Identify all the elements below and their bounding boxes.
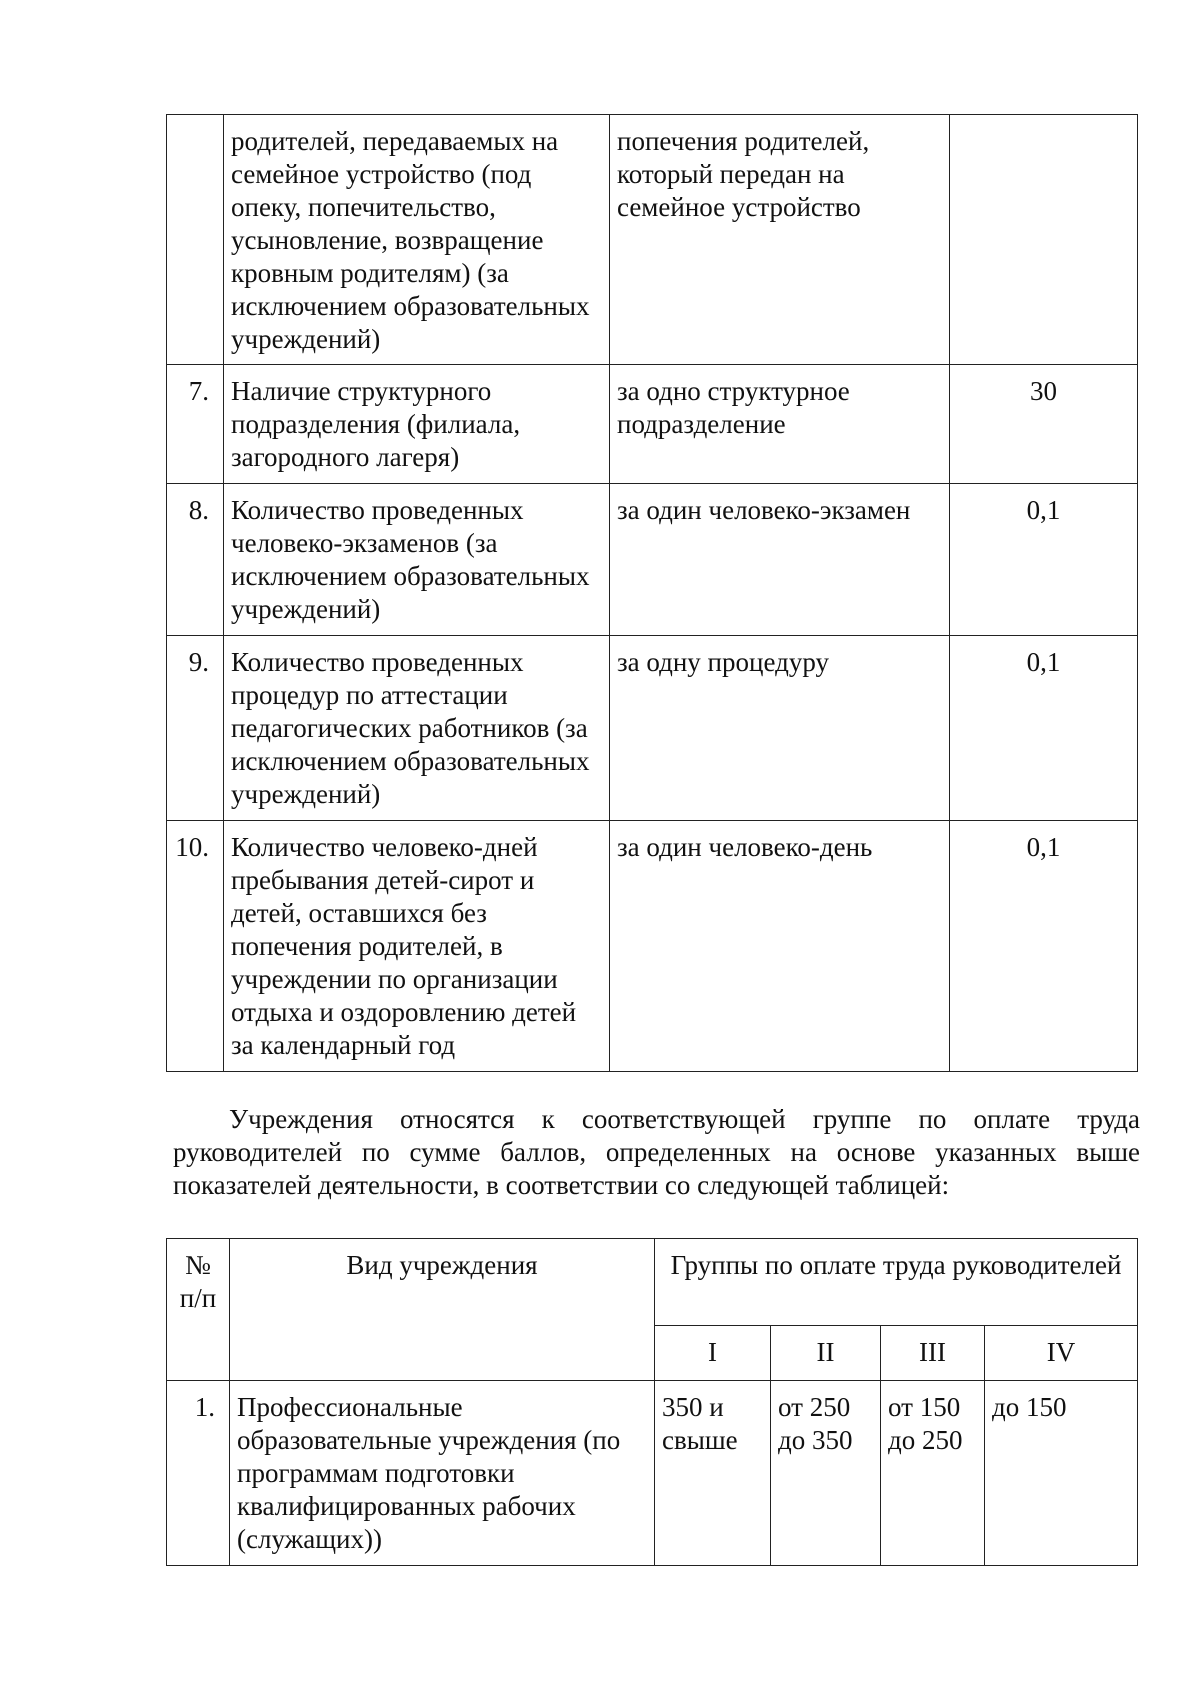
points-cell: 30 <box>950 365 1138 484</box>
row-number: 9. <box>167 636 224 821</box>
indicator-cell: родителей, передаваемых на семейное устройство (под опеку, попечительство, усыновление, возвращение кровным родителям) (за исключением образовательных учреждений) <box>224 115 610 365</box>
header-groups: Группы по оплате труда руководителей <box>655 1239 1138 1326</box>
row-number <box>167 115 224 365</box>
indicators-table <box>166 114 1138 1072</box>
indicator-cell: Количество проведенных процедур по аттестации педагогических работников (за исключением образовательных учреждений) <box>224 636 610 821</box>
points-cell <box>950 115 1138 365</box>
condition-cell: за одну процедуру <box>610 636 950 821</box>
row-number: 1. <box>167 1381 230 1566</box>
condition-cell: попечения родителей, который передан на семейное устройство <box>610 115 950 365</box>
type-cell: Профессиональные образовательные учреждения (по программам подготовки квалифицированных рабочих (служащих)) <box>230 1381 655 1566</box>
group-label: II <box>771 1326 881 1381</box>
condition-cell: за одно структурное подразделение <box>610 365 950 484</box>
row-number: 7. <box>167 365 224 484</box>
indicator-cell: Количество человеко-дней пребывания детей-сирот и детей, оставшихся без попечения родителей, в учреждении по организации отдыха и оздоровлению детей за календарный год <box>224 821 610 1072</box>
points-cell: 0,1 <box>950 636 1138 821</box>
condition-cell: за один человеко-день <box>610 821 950 1072</box>
table-row <box>167 115 1138 365</box>
condition-cell: за один человеко-экзамен <box>610 484 950 636</box>
points-cell: 0,1 <box>950 821 1138 1072</box>
header-type: Вид учреждения <box>230 1239 655 1381</box>
indicator-cell: Наличие структурного подразделения (филиала, загородного лагеря) <box>224 365 610 484</box>
group-2-cell: от 250 до 350 <box>771 1381 881 1566</box>
indicator-cell: Количество проведенных человеко-экзаменов (за исключением образовательных учреждений) <box>224 484 610 636</box>
group-label: IV <box>985 1326 1138 1381</box>
table-row <box>167 484 1138 636</box>
table-row <box>167 821 1138 1072</box>
table-row <box>167 1381 1138 1566</box>
group-3-cell: от 150 до 250 <box>881 1381 985 1566</box>
group-label: I <box>655 1326 771 1381</box>
header-num: № п/п <box>167 1239 230 1381</box>
table-header-row <box>167 1239 1138 1326</box>
points-cell: 0,1 <box>950 484 1138 636</box>
row-number: 8. <box>167 484 224 636</box>
group-4-cell: до 150 <box>985 1381 1138 1566</box>
table-row <box>167 365 1138 484</box>
row-number: 10. <box>167 821 224 1072</box>
table-row <box>167 636 1138 821</box>
salary-groups-table <box>166 1238 1138 1566</box>
group-1-cell: 350 и свыше <box>655 1381 771 1566</box>
group-label: III <box>881 1326 985 1381</box>
body-paragraph: Учреждения относятся к соответствующей группе по оплате труда руководителей по сумме баллов, определенных на основе указанных выше показателей деятельности, в соответствии со следующей таблицей: <box>173 1104 1140 1200</box>
